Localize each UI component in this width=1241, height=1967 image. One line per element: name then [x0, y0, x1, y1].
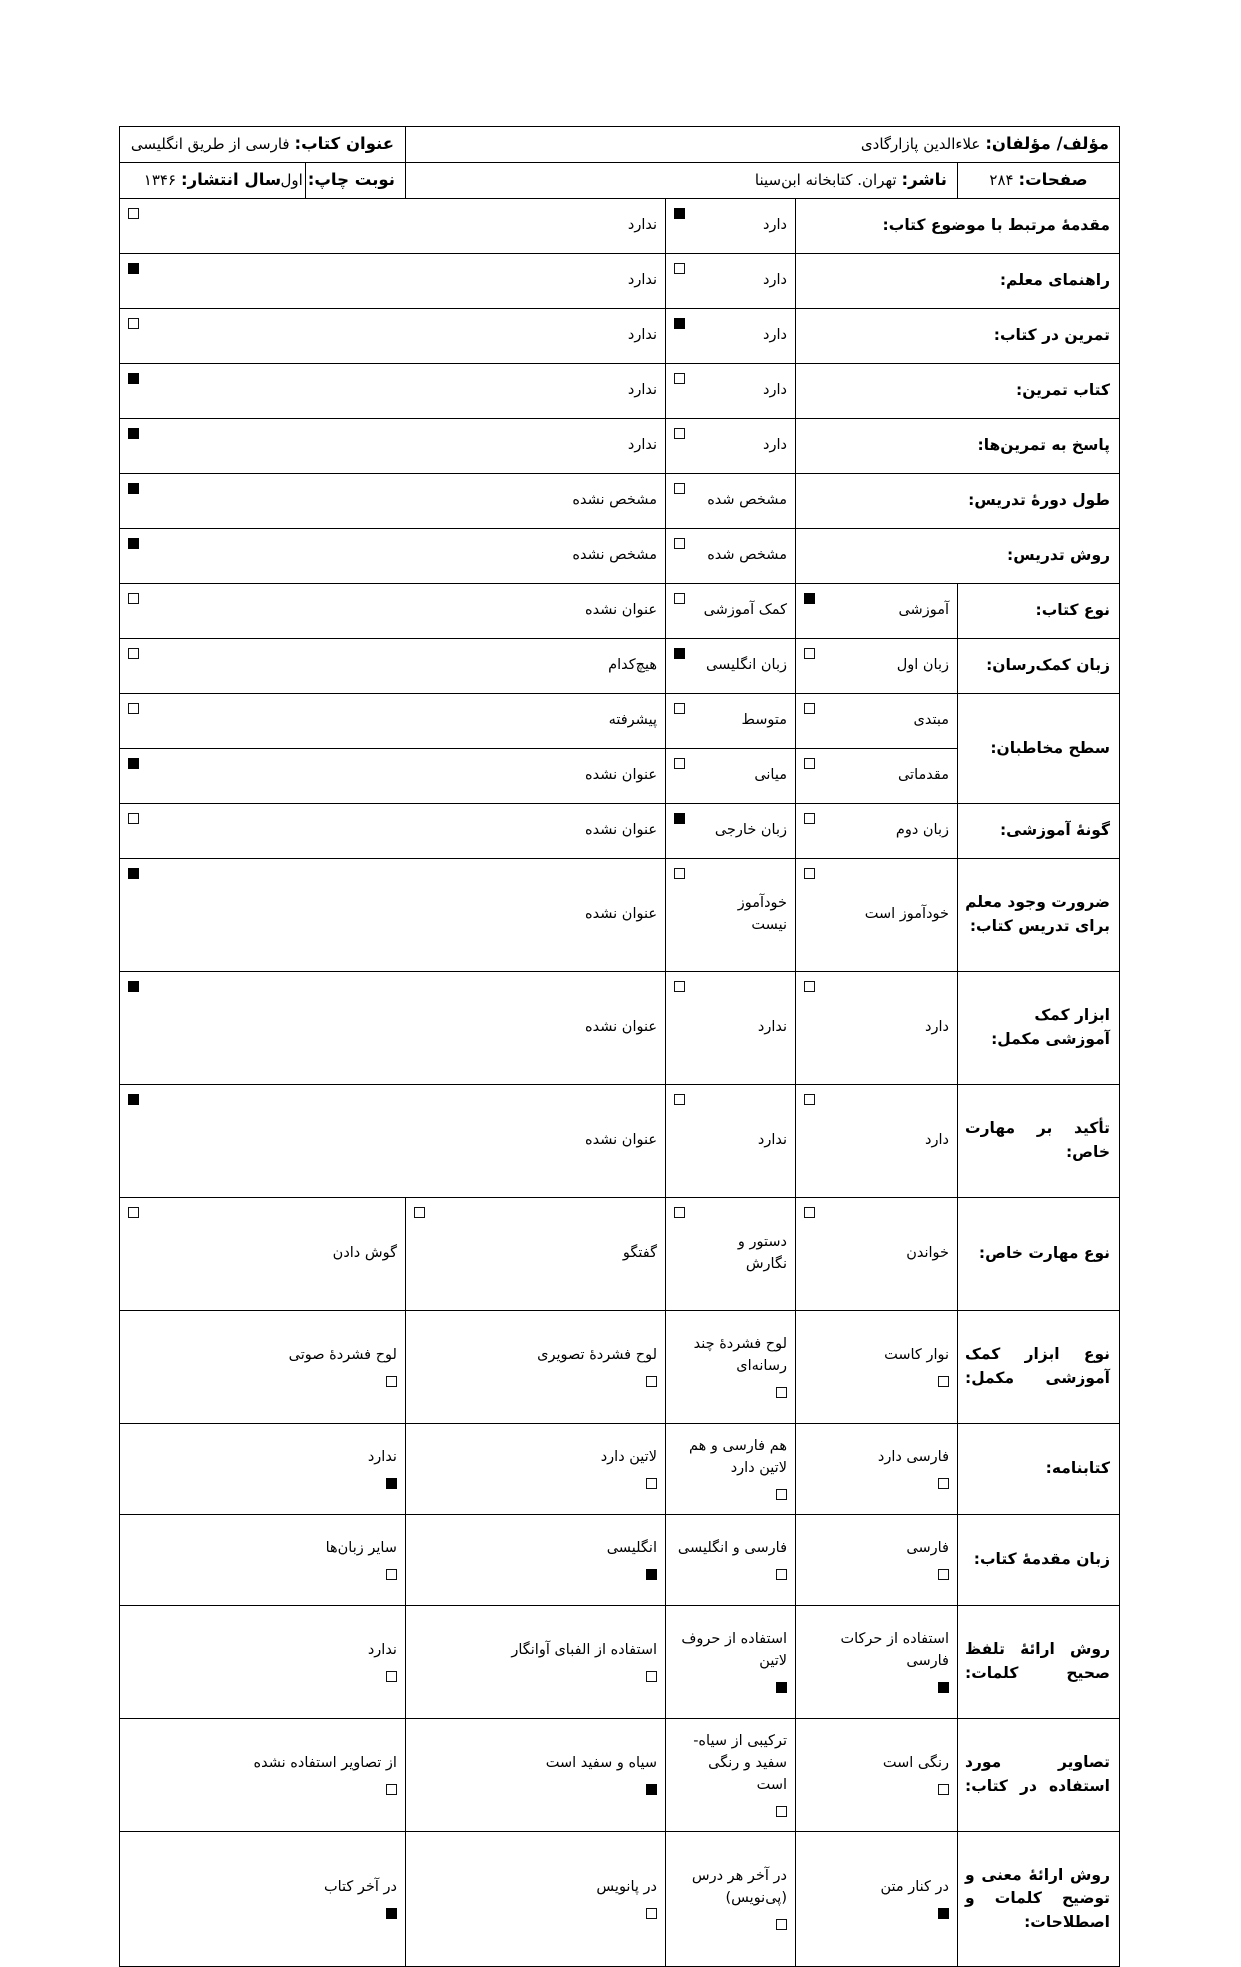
year-cell: [119, 163, 305, 199]
option-cell[interactable]: [666, 1832, 796, 1967]
checkbox-unchecked[interactable]: [938, 1784, 949, 1795]
option-label: دارد: [925, 1019, 949, 1036]
option-label: گوش دادن: [332, 1245, 397, 1262]
checkbox-unchecked[interactable]: [674, 593, 685, 604]
option-label: در پانویس: [596, 1879, 657, 1896]
row-label: پاسخ به تمرین‌ها:: [796, 419, 1120, 474]
option-cell[interactable]: [666, 1606, 796, 1719]
option-label: زبان انگلیسی: [706, 657, 787, 674]
option-cell[interactable]: [405, 1424, 665, 1515]
option-cell[interactable]: [119, 694, 665, 749]
option-cell[interactable]: [796, 749, 958, 804]
option-cell[interactable]: [796, 804, 958, 859]
option-label: آموزشی: [898, 602, 949, 619]
option-label: از تصاویر استفاده نشده: [253, 1755, 397, 1772]
option-cell[interactable]: [119, 1719, 405, 1832]
row-label: کتاب تمرین:: [796, 364, 1120, 419]
checkbox-checked[interactable]: [128, 538, 139, 549]
checkbox-unchecked[interactable]: [128, 208, 139, 219]
option-label: نوار کاست: [884, 1347, 949, 1364]
option-label: زبان دوم: [895, 822, 949, 839]
checkbox-unchecked[interactable]: [804, 981, 815, 992]
edition-value: اول: [280, 171, 303, 189]
title-key: عنوان کتاب:: [294, 134, 395, 153]
checkbox-checked[interactable]: [128, 373, 139, 384]
option-cell[interactable]: [666, 1424, 796, 1515]
option-label: عنوان نشده: [585, 1132, 657, 1149]
row-label: گونهٔ آموزشی:: [958, 804, 1120, 859]
option-cell[interactable]: [119, 199, 665, 254]
option-label: هم فارسی و هم لاتین دارد: [688, 1438, 787, 1476]
checkbox-unchecked[interactable]: [776, 1489, 787, 1500]
table-row: [119, 694, 1119, 749]
option-label: فارسی: [906, 1540, 949, 1557]
table-row: [119, 254, 1119, 309]
option-cell[interactable]: [796, 1606, 958, 1719]
edition-key: نوبت چاپ:: [307, 170, 395, 189]
option-cell[interactable]: [119, 749, 665, 804]
edition-cell: [280, 163, 405, 199]
option-cell[interactable]: [666, 309, 796, 364]
pages-key: صفحات:: [1018, 170, 1088, 189]
author-value: علاءالدین پازارگادی: [860, 135, 981, 153]
row-label: زبان کمک‌رسان:: [958, 639, 1120, 694]
option-cell[interactable]: [405, 1515, 665, 1606]
option-label: ترکیبی از سیاه- سفید و رنگی است: [693, 1733, 787, 1793]
table-row: [119, 1606, 1119, 1719]
row-label: زبان مقدمهٔ کتاب:: [958, 1515, 1120, 1606]
checkbox-checked[interactable]: [674, 318, 685, 329]
pages-value: ۲۸۴: [989, 171, 1014, 189]
option-cell[interactable]: [666, 694, 796, 749]
checkbox-checked[interactable]: [128, 483, 139, 494]
table-row: [119, 474, 1119, 529]
option-label: سایر زبان‌ها: [325, 1540, 397, 1557]
checkbox-unchecked[interactable]: [646, 1478, 657, 1489]
option-cell[interactable]: [666, 1311, 796, 1424]
option-cell[interactable]: [666, 1085, 796, 1198]
option-label: میانی: [754, 767, 787, 784]
table-row: [119, 1085, 1119, 1198]
option-label: خودآموز است: [864, 906, 949, 923]
checkbox-checked[interactable]: [386, 1478, 397, 1489]
row-label: نوع مهارت خاص:: [958, 1198, 1120, 1311]
checkbox-unchecked[interactable]: [674, 538, 685, 549]
option-cell[interactable]: [405, 1719, 665, 1832]
option-label: دستور و نگارش: [737, 1234, 787, 1272]
author-key: مؤلف/ مؤلفان:: [985, 134, 1109, 153]
checkbox-unchecked[interactable]: [128, 703, 139, 714]
checkbox-unchecked[interactable]: [674, 1207, 685, 1218]
table-row: [119, 364, 1119, 419]
checkbox-unchecked[interactable]: [646, 1671, 657, 1682]
year-key: سال انتشار:: [180, 170, 282, 189]
option-cell[interactable]: [119, 474, 665, 529]
table-body: [119, 127, 1119, 1967]
checkbox-unchecked[interactable]: [804, 868, 815, 879]
option-cell[interactable]: [119, 972, 665, 1085]
year-value: ۱۳۴۶: [143, 171, 177, 189]
table-row: [119, 309, 1119, 364]
option-label: لوح فشردهٔ چند رسانه‌ای: [693, 1336, 787, 1374]
option-label: خودآموز نیست: [737, 895, 787, 933]
option-cell[interactable]: [119, 364, 665, 419]
checkbox-unchecked[interactable]: [776, 1387, 787, 1398]
option-label: ندارد: [757, 1132, 787, 1149]
option-cell[interactable]: [666, 804, 796, 859]
option-cell[interactable]: [405, 1198, 665, 1311]
option-cell[interactable]: [666, 639, 796, 694]
checkbox-checked[interactable]: [128, 263, 139, 274]
table-row: [119, 419, 1119, 474]
option-label: ندارد: [627, 437, 657, 454]
option-label: در آخر هر درس (پی‌نویس): [691, 1868, 787, 1906]
checkbox-unchecked[interactable]: [776, 1569, 787, 1580]
table-row: [119, 1832, 1119, 1967]
option-cell[interactable]: [666, 474, 796, 529]
option-label: فارسی دارد: [877, 1449, 949, 1466]
option-label: عنوان نشده: [585, 1019, 657, 1036]
checkbox-checked[interactable]: [646, 1569, 657, 1580]
checkbox-unchecked[interactable]: [776, 1806, 787, 1817]
checkbox-unchecked[interactable]: [386, 1784, 397, 1795]
option-cell[interactable]: [119, 1085, 665, 1198]
option-label: دارد: [763, 272, 787, 289]
checkbox-unchecked[interactable]: [804, 648, 815, 659]
option-label: دارد: [763, 382, 787, 399]
option-label: متوسط: [741, 712, 787, 729]
checkbox-checked[interactable]: [674, 648, 685, 659]
checkbox-unchecked[interactable]: [128, 318, 139, 329]
option-cell[interactable]: [796, 1719, 958, 1832]
option-cell[interactable]: [796, 972, 958, 1085]
option-label: فارسی و انگلیسی: [677, 1540, 787, 1557]
checkbox-checked[interactable]: [128, 1094, 139, 1105]
option-cell[interactable]: [119, 639, 665, 694]
option-cell[interactable]: [119, 1832, 405, 1967]
option-label: خواندن: [906, 1245, 949, 1262]
option-label: کمک آموزشی: [703, 602, 787, 619]
option-cell[interactable]: [666, 1719, 796, 1832]
row-label: کتابنامه:: [958, 1424, 1120, 1515]
header-row-title: [119, 127, 1119, 163]
checkbox-checked[interactable]: [804, 593, 815, 604]
checkbox-unchecked[interactable]: [128, 1207, 139, 1218]
checkbox-unchecked[interactable]: [674, 868, 685, 879]
row-label: تمرین در کتاب:: [796, 309, 1120, 364]
option-cell[interactable]: [119, 254, 665, 309]
option-label: رنگی است: [882, 1755, 949, 1772]
checkbox-checked[interactable]: [128, 981, 139, 992]
option-label: مبتدی: [913, 712, 949, 729]
option-label: دارد: [925, 1132, 949, 1149]
option-label: ندارد: [627, 217, 657, 234]
option-cell[interactable]: [796, 694, 958, 749]
checkbox-unchecked[interactable]: [674, 483, 685, 494]
option-label: ندارد: [627, 327, 657, 344]
checkbox-unchecked[interactable]: [386, 1569, 397, 1580]
option-cell[interactable]: [666, 529, 796, 584]
option-cell[interactable]: [666, 1198, 796, 1311]
checkbox-checked[interactable]: [776, 1682, 787, 1693]
publisher-value: تهران. کتابخانه ابن‌سینا: [754, 171, 897, 189]
checkbox-unchecked[interactable]: [646, 1376, 657, 1387]
option-cell[interactable]: [666, 859, 796, 972]
option-label: ندارد: [627, 272, 657, 289]
option-label: مشخص شده: [707, 492, 787, 509]
option-label: پیشرفته: [608, 712, 657, 729]
checkbox-checked[interactable]: [674, 208, 685, 219]
checkbox-checked[interactable]: [128, 868, 139, 879]
option-cell[interactable]: [119, 419, 665, 474]
option-label: استفاده از الفبای آوانگار: [511, 1642, 657, 1659]
checkbox-unchecked[interactable]: [938, 1569, 949, 1580]
option-label: ندارد: [367, 1449, 397, 1466]
option-cell[interactable]: [666, 1515, 796, 1606]
option-cell[interactable]: [796, 1424, 958, 1515]
option-label: سیاه و سفید است: [545, 1755, 657, 1772]
row-label: سطح مخاطبان:: [958, 694, 1120, 804]
row-label: نوع کتاب:: [958, 584, 1120, 639]
checkbox-unchecked[interactable]: [128, 813, 139, 824]
option-cell[interactable]: [666, 364, 796, 419]
row-label: ضرورت وجود معلم برای تدریس کتاب:: [958, 859, 1120, 972]
option-cell[interactable]: [796, 1198, 958, 1311]
option-cell[interactable]: [666, 584, 796, 639]
option-cell[interactable]: [119, 859, 665, 972]
table-row: [119, 639, 1119, 694]
checkbox-checked[interactable]: [938, 1908, 949, 1919]
checkbox-checked[interactable]: [674, 813, 685, 824]
option-label: لوح فشردهٔ تصویری: [537, 1347, 657, 1364]
option-label: عنوان نشده: [585, 767, 657, 784]
option-cell[interactable]: [405, 1311, 665, 1424]
option-label: زبان خارجی: [714, 822, 787, 839]
option-cell[interactable]: [119, 1198, 405, 1311]
checkbox-unchecked[interactable]: [674, 758, 685, 769]
checkbox-unchecked[interactable]: [804, 1094, 815, 1105]
checkbox-unchecked[interactable]: [646, 1908, 657, 1919]
checkbox-unchecked[interactable]: [674, 981, 685, 992]
checkbox-unchecked[interactable]: [414, 1207, 425, 1218]
option-cell[interactable]: [119, 529, 665, 584]
option-cell[interactable]: [666, 972, 796, 1085]
checkbox-checked[interactable]: [128, 758, 139, 769]
option-cell[interactable]: [119, 1424, 405, 1515]
option-label: در کنار متن: [880, 1879, 949, 1896]
row-label: راهنمای معلم:: [796, 254, 1120, 309]
checkbox-unchecked[interactable]: [804, 1207, 815, 1218]
option-label: مشخص نشده: [572, 547, 657, 564]
checkbox-unchecked[interactable]: [674, 428, 685, 439]
option-cell[interactable]: [796, 1085, 958, 1198]
option-label: استفاده از حرکات فارسی: [840, 1631, 949, 1669]
title-cell: [119, 127, 405, 163]
option-cell[interactable]: [666, 419, 796, 474]
table-row: [119, 529, 1119, 584]
option-cell[interactable]: [119, 804, 665, 859]
publisher-key: ناشر:: [901, 170, 947, 189]
publisher-cell: [405, 163, 957, 199]
option-cell[interactable]: [796, 859, 958, 972]
option-label: دارد: [763, 437, 787, 454]
row-label: روش ارائهٔ معنی و توضیح کلمات و اصطلاحات:: [958, 1832, 1120, 1967]
checkbox-unchecked[interactable]: [128, 593, 139, 604]
option-cell[interactable]: [796, 1832, 958, 1967]
option-label: مشخص شده: [707, 547, 787, 564]
header-row-publication: [119, 163, 1119, 199]
option-cell[interactable]: [796, 639, 958, 694]
checkbox-unchecked[interactable]: [938, 1478, 949, 1489]
pages-cell: [958, 163, 1120, 199]
option-label: زبان اول: [896, 657, 949, 674]
option-label: دارد: [763, 217, 787, 234]
option-label: عنوان نشده: [585, 906, 657, 923]
option-label: لوح فشردهٔ صوتی: [288, 1347, 397, 1364]
option-cell[interactable]: [405, 1606, 665, 1719]
checkbox-unchecked[interactable]: [938, 1376, 949, 1387]
option-cell[interactable]: [796, 584, 958, 639]
checkbox-unchecked[interactable]: [674, 703, 685, 714]
table-row: [119, 1424, 1119, 1515]
row-label: روش ارائهٔ تلفظ صحیح کلمات:: [958, 1606, 1120, 1719]
table-row: [119, 199, 1119, 254]
table-row: [119, 1311, 1119, 1424]
option-label: ندارد: [367, 1642, 397, 1659]
row-label: ابزار کمک آموزشی مکمل:: [958, 972, 1120, 1085]
option-cell[interactable]: [119, 1515, 405, 1606]
option-cell[interactable]: [796, 1311, 958, 1424]
option-label: ندارد: [757, 1019, 787, 1036]
option-cell[interactable]: [796, 1515, 958, 1606]
option-label: انگلیسی: [606, 1540, 657, 1557]
table-row: [119, 1198, 1119, 1311]
author-cell: [405, 127, 1119, 163]
checkbox-unchecked[interactable]: [804, 703, 815, 714]
checkbox-checked[interactable]: [938, 1682, 949, 1693]
option-label: مشخص نشده: [572, 492, 657, 509]
table-row: [119, 972, 1119, 1085]
option-cell[interactable]: [666, 199, 796, 254]
checkbox-unchecked[interactable]: [674, 263, 685, 274]
row-label: روش تدریس:: [796, 529, 1120, 584]
option-cell[interactable]: [666, 254, 796, 309]
option-label: مقدماتی: [897, 767, 949, 784]
book-evaluation-table: [119, 126, 1120, 1967]
checkbox-unchecked[interactable]: [386, 1376, 397, 1387]
checkbox-checked[interactable]: [386, 1908, 397, 1919]
row-label: طول دورهٔ تدریس:: [796, 474, 1120, 529]
checkbox-unchecked[interactable]: [776, 1919, 787, 1930]
row-label: نوع ابزار کمک آموزشی مکمل:: [958, 1311, 1120, 1424]
option-label: عنوان نشده: [585, 602, 657, 619]
option-label: لاتین دارد: [600, 1449, 657, 1466]
checkbox-checked[interactable]: [646, 1784, 657, 1795]
row-label: مقدمهٔ مرتبط با موضوع کتاب:: [796, 199, 1120, 254]
option-cell[interactable]: [119, 1606, 405, 1719]
row-label: تأکید بر مهارت خاص:: [958, 1085, 1120, 1198]
option-cell[interactable]: [119, 309, 665, 364]
checkbox-unchecked[interactable]: [674, 373, 685, 384]
option-label: دارد: [763, 327, 787, 344]
option-cell[interactable]: [119, 1311, 405, 1424]
option-label: گفتگو: [622, 1245, 657, 1262]
checkbox-unchecked[interactable]: [804, 758, 815, 769]
option-label: ندارد: [627, 382, 657, 399]
row-label: تصاویر مورد استفاده در کتاب:: [958, 1719, 1120, 1832]
table-row: [119, 1719, 1119, 1832]
checkbox-unchecked[interactable]: [386, 1671, 397, 1682]
table-row: [119, 1515, 1119, 1606]
checkbox-checked[interactable]: [128, 428, 139, 439]
option-cell[interactable]: [666, 749, 796, 804]
option-label: هیچ‌کدام: [608, 657, 657, 674]
option-label: استفاده از حروف لاتین: [681, 1631, 787, 1669]
table-row: [119, 859, 1119, 972]
title-value: فارسی از طریق انگلیسی: [130, 135, 290, 153]
checkbox-unchecked[interactable]: [128, 648, 139, 659]
table-row: [119, 804, 1119, 859]
checkbox-unchecked[interactable]: [674, 1094, 685, 1105]
table-row: [119, 584, 1119, 639]
option-cell[interactable]: [405, 1832, 665, 1967]
option-label: در آخر کتاب: [323, 1879, 397, 1896]
checkbox-unchecked[interactable]: [804, 813, 815, 824]
option-label: عنوان نشده: [585, 822, 657, 839]
option-cell[interactable]: [119, 584, 665, 639]
